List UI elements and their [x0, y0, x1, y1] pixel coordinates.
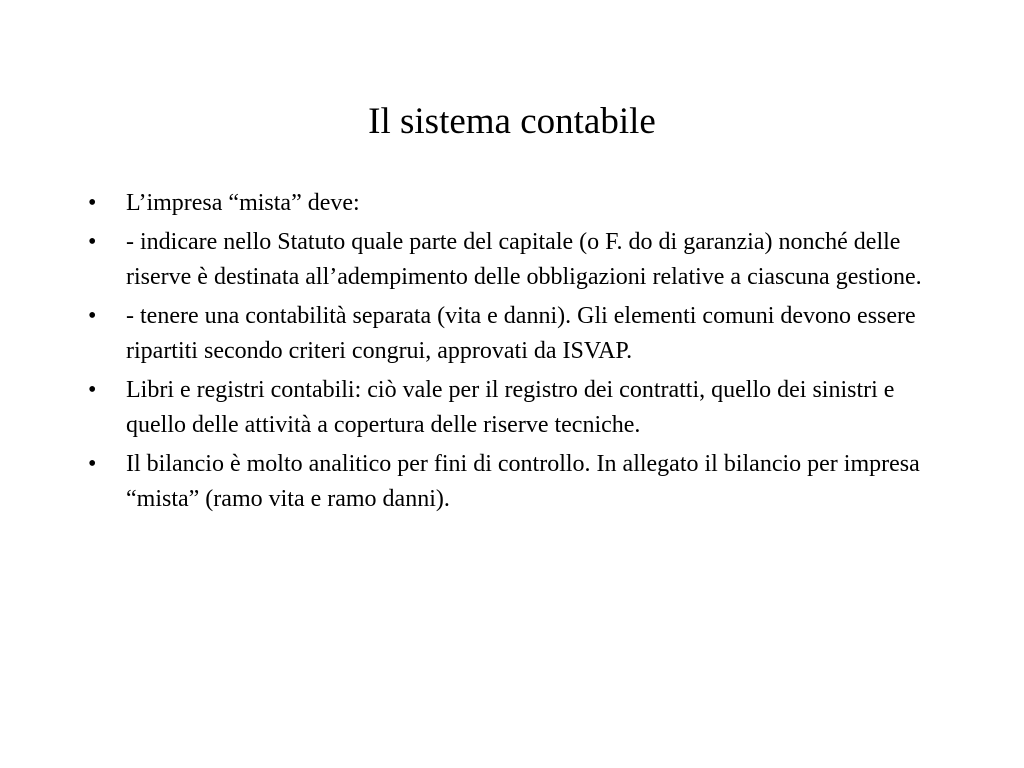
bullet-icon: •: [88, 303, 97, 329]
bullet-text: Il bilancio è molto analitico per fini di controllo. In allegato il bilancio per impresa “mista” (ramo vita e ramo danni).: [126, 451, 920, 512]
bullet-icon: •: [88, 377, 97, 403]
bullet-list: [88, 186, 948, 521]
slide-title: Il sistema contabile: [368, 101, 656, 142]
bullet-text: - tenere una contabilità separata (vita e danni). Gli elementi comuni devono essere ripartiti secondo criteri congrui, approvati da ISVAP.: [126, 303, 916, 364]
bullet-item-1: [88, 186, 948, 221]
bullet-text: - indicare nello Statuto quale parte del capitale (o F. do di garanzia) nonché delle riserve è destinata all’adempimento delle obbligazioni relative a ciascuna gestione.: [126, 229, 922, 290]
bullet-text: Libri e registri contabili: ciò vale per il registro dei contratti, quello dei sinistri e quello delle attività a copertura delle riserve tecniche.: [126, 377, 895, 438]
bullet-text: L’impresa “mista” deve:: [126, 190, 360, 216]
bullet-icon: •: [88, 190, 97, 216]
bullet-item-4: [88, 373, 948, 443]
bullet-item-5: [88, 447, 948, 517]
bullet-item-2: [88, 225, 948, 295]
bullet-item-3: [88, 299, 948, 369]
bullet-icon: •: [88, 229, 97, 255]
bullet-icon: •: [88, 451, 97, 477]
